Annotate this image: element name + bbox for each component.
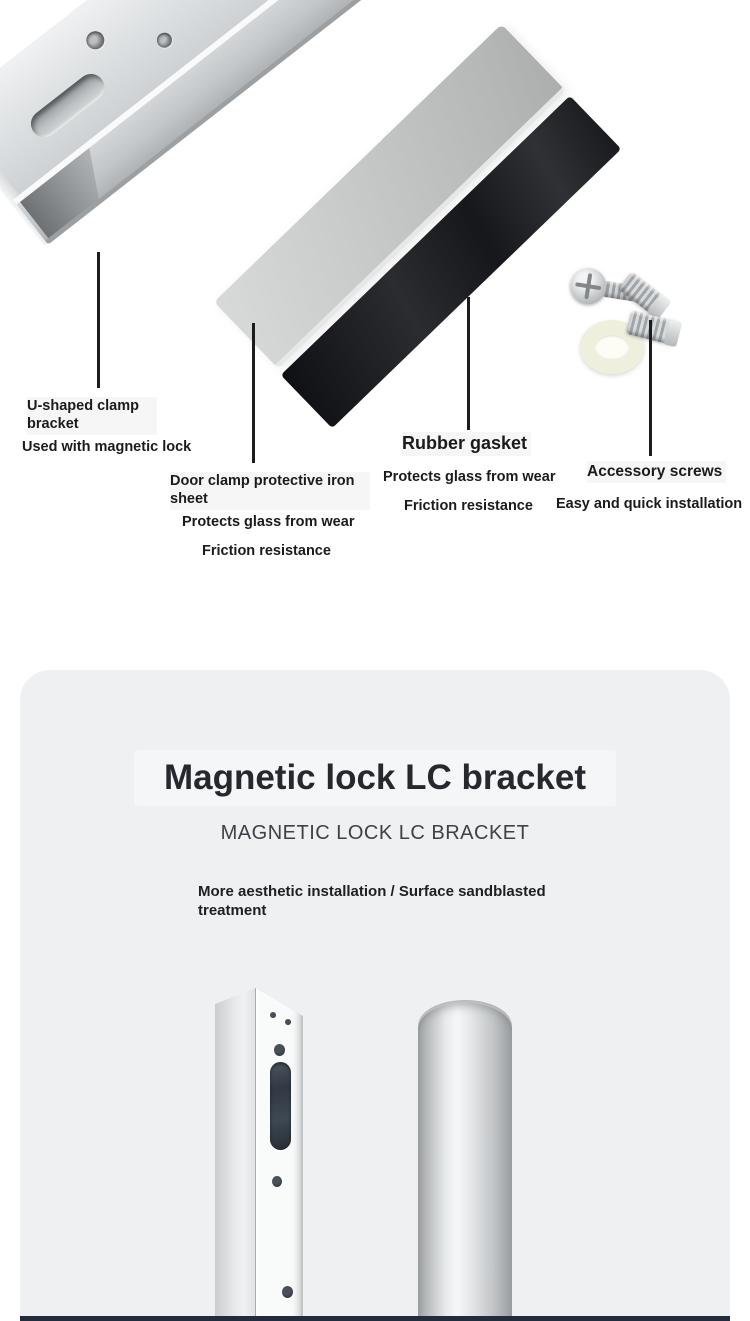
screws-photo xyxy=(566,262,706,377)
cylinder-rod-photo xyxy=(418,1000,512,1321)
callout-line-screws xyxy=(649,320,652,456)
lc-bracket-photo xyxy=(215,988,303,1321)
lc-bracket-slot-hole xyxy=(270,1062,291,1150)
callout-bracket-title-text: U-shaped clamp bracket xyxy=(27,397,157,435)
card-subtitle: MAGNETIC LOCK LC BRACKET xyxy=(220,822,530,844)
callout-screws-title xyxy=(587,461,726,483)
callout-line-sheet xyxy=(252,323,255,463)
callout-sheet-title-text: Door clamp protective iron sheet xyxy=(170,472,370,510)
callout-sheet-sub1: Protects glass from wear xyxy=(182,514,355,530)
lc-bracket-hole xyxy=(272,1176,282,1187)
callout-gasket-title-text: Rubber gasket xyxy=(402,432,531,456)
lc-bracket-hole xyxy=(282,1286,293,1298)
callout-sheet-sub2: Friction resistance xyxy=(202,543,331,559)
callout-sheet-title xyxy=(170,472,370,510)
hero-photo-section xyxy=(0,0,750,600)
lc-bracket-hole xyxy=(274,1044,285,1056)
card-note: More aesthetic installation / Surface sandblasted treatment xyxy=(198,883,546,919)
screw-head xyxy=(663,319,682,347)
callout-bracket-title xyxy=(27,397,157,435)
lc-bracket-front-face xyxy=(259,988,303,1321)
card-title-row xyxy=(20,750,730,806)
bottom-accent-bar xyxy=(20,1316,730,1321)
callout-bracket-sub: Used with magnetic lock xyxy=(22,439,192,455)
callout-line-gasket xyxy=(467,297,470,430)
callout-gasket-sub1: Protects glass from wear xyxy=(383,469,556,485)
lc-bracket-hole xyxy=(270,1012,276,1018)
callout-gasket-title xyxy=(402,432,531,456)
info-card xyxy=(20,670,730,1321)
screw-head xyxy=(568,266,609,307)
callout-gasket-sub2: Friction resistance xyxy=(404,498,533,514)
callout-line-bracket xyxy=(97,252,100,388)
lc-bracket-hole xyxy=(285,1019,291,1025)
callout-screws-sub: Easy and quick installation xyxy=(556,496,743,512)
callout-screws-title-text: Accessory screws xyxy=(587,461,726,483)
card-title: Magnetic lock LC bracket xyxy=(134,750,616,806)
lc-bracket-side-face xyxy=(215,988,255,1321)
